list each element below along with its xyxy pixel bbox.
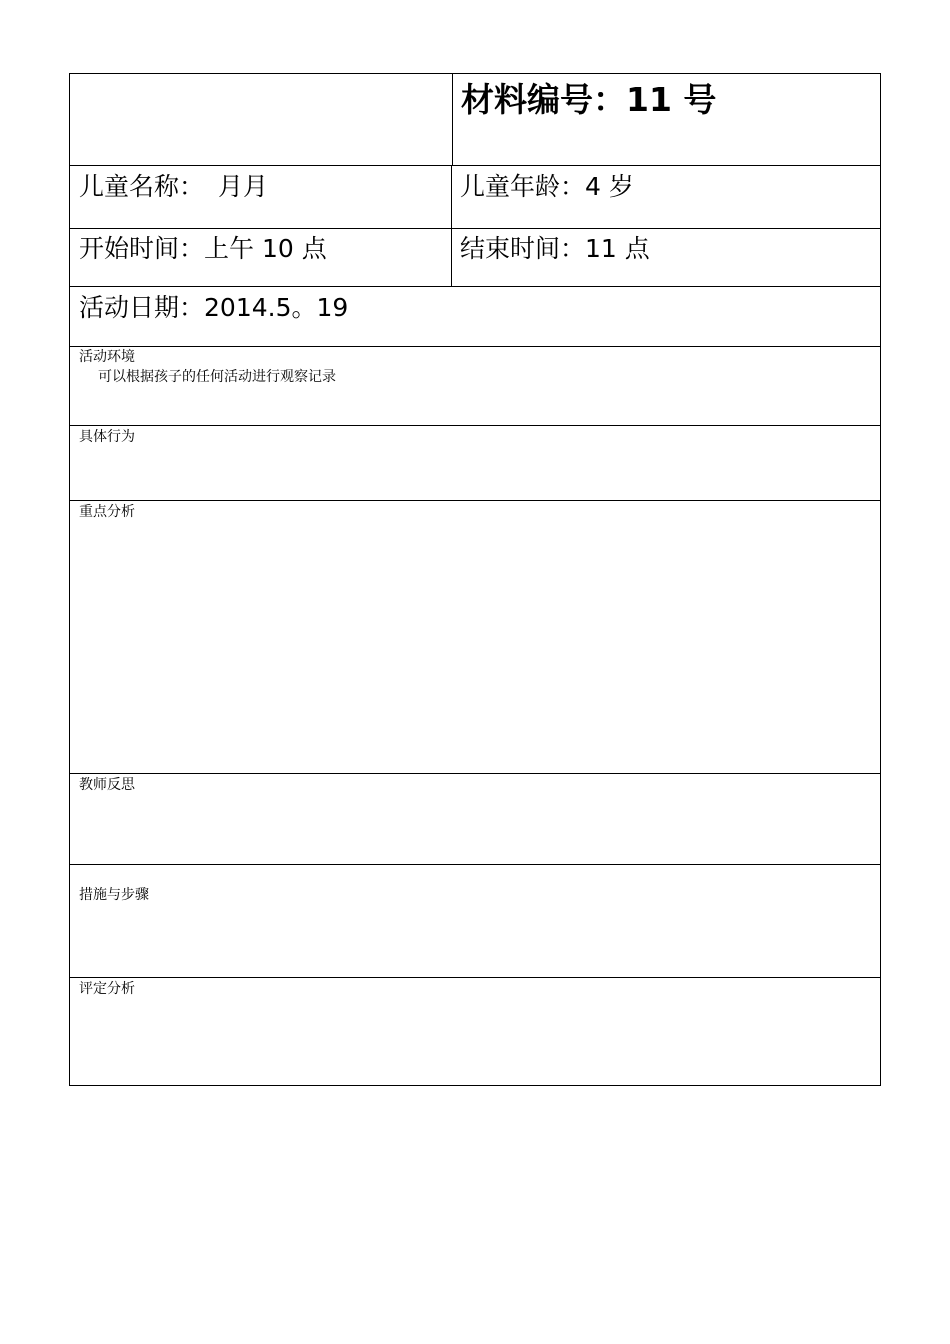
material-number-label: 材料编号： [461, 80, 626, 119]
end-time-value: 11 点 [585, 234, 650, 263]
activity-date-value: 2014.5。19 [204, 293, 349, 322]
child-name-label: 儿童名称： [79, 172, 205, 201]
environment-label: 活动环境 [79, 349, 135, 365]
child-name-cell [70, 166, 451, 228]
analysis-label: 重点分析 [79, 504, 135, 520]
analysis-cell [70, 501, 880, 773]
header-divider-line [452, 74, 453, 166]
reflection-cell [70, 774, 880, 864]
child-age-cell [451, 166, 880, 228]
child-age-value: 4 岁 [585, 172, 634, 201]
observation-record-form [69, 73, 881, 1086]
evaluation-row [70, 978, 880, 1085]
end-time-label: 结束时间： [460, 234, 586, 263]
header-blank-cell [70, 74, 452, 165]
activity-date-label: 活动日期： [79, 293, 205, 322]
behavior-row [70, 426, 880, 501]
time-row [70, 229, 880, 287]
material-number-cell [452, 74, 880, 165]
start-time-cell [70, 229, 451, 286]
child-info-row [70, 166, 880, 229]
measures-cell [70, 865, 880, 977]
reflection-row [70, 774, 880, 865]
start-time-value: 上午 10 点 [204, 234, 327, 263]
evaluation-label: 评定分析 [79, 981, 135, 997]
header-row [70, 74, 880, 166]
environment-row [70, 347, 880, 426]
behavior-label: 具体行为 [79, 429, 135, 445]
child-age-label: 儿童年龄： [460, 172, 586, 201]
info-divider-line [451, 166, 452, 287]
environment-note: 可以根据孩子的任何活动进行观察记录 [98, 369, 336, 385]
analysis-row [70, 501, 880, 774]
activity-date-cell [70, 287, 880, 346]
environment-cell [70, 347, 880, 425]
material-number-value: 11 号 [626, 80, 717, 119]
date-row [70, 287, 880, 347]
reflection-label: 教师反思 [79, 777, 135, 793]
measures-row [70, 865, 880, 978]
end-time-cell [451, 229, 880, 286]
evaluation-cell [70, 978, 880, 1085]
child-name-value: 月月 [218, 172, 269, 201]
measures-label: 措施与步骤 [79, 887, 149, 903]
behavior-cell [70, 426, 880, 500]
start-time-label: 开始时间： [79, 234, 205, 263]
